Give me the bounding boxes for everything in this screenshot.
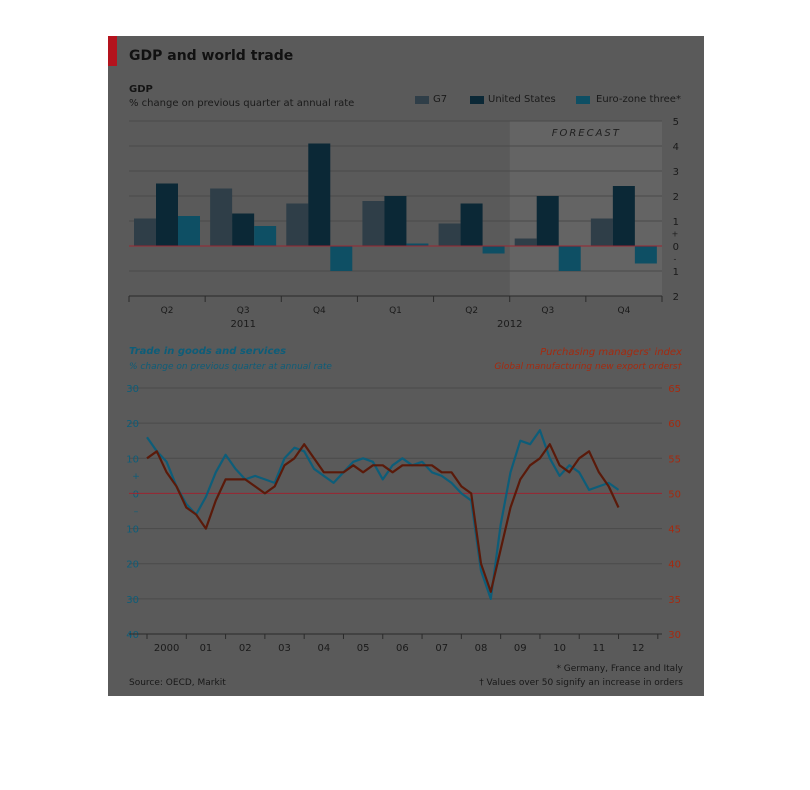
gdp-bar	[362, 201, 384, 246]
trade-ytick-label: 0	[132, 489, 139, 501]
pmi-ytick-label: 55	[668, 454, 681, 466]
trade-ytick-label: 20	[126, 559, 139, 571]
gdp-category-label: Q3	[236, 306, 250, 316]
gdp-bar	[210, 189, 232, 247]
gdp-year-label: 2011	[230, 319, 256, 330]
trade-x-label: 05	[356, 643, 370, 654]
pmi-chart-title: Purchasing managers' index	[540, 347, 682, 358]
gdp-bar	[559, 246, 581, 271]
gdp-year-label: 2012	[496, 319, 523, 330]
trade-x-label: 09	[513, 643, 527, 654]
page-title: GDP and world trade	[129, 48, 294, 64]
trade-x-label: 08	[474, 643, 488, 654]
gdp-category-label: Q2	[160, 306, 174, 316]
trade-ytick-label: 20	[126, 419, 139, 431]
forecast-region	[510, 121, 662, 296]
trade-line	[147, 430, 619, 599]
gdp-plus-sign: +	[671, 229, 679, 239]
legend-label-g7: G7	[433, 94, 448, 105]
gdp-bar	[384, 196, 406, 246]
gdp-bar	[591, 219, 613, 247]
pmi-line	[147, 444, 619, 592]
footnote-pmi: † Values over 50 signify an increase in orders	[479, 678, 683, 688]
gdp-category-label: Q1	[389, 306, 402, 316]
trade-x-label: 06	[396, 643, 409, 654]
trade-minus-sign: –	[133, 507, 139, 517]
trade-x-label: 01	[199, 643, 213, 654]
trade-chart-subtitle: % change on previous quarter at annual rate	[129, 362, 332, 372]
gdp-chart-title: GDP	[129, 84, 153, 95]
trade-x-label: 2000	[153, 643, 180, 654]
gdp-chart-subtitle: % change on previous quarter at annual rate	[129, 98, 355, 109]
pmi-ytick-label: 30	[668, 630, 681, 641]
gdp-bar	[308, 144, 330, 247]
gdp-bar	[232, 214, 254, 247]
gdp-ytick-label: 1	[672, 267, 679, 278]
source-note: Source: OECD, Markit	[129, 678, 226, 688]
gdp-bar	[461, 204, 483, 247]
pmi-chart-subtitle: Global manufacturing new export orders†	[494, 362, 682, 372]
trade-chart-title: Trade in goods and services	[129, 346, 287, 357]
gdp-ytick-label: 1	[672, 217, 679, 228]
legend-label-eurozone: Euro-zone three*	[596, 94, 681, 105]
gdp-category-label: Q4	[312, 306, 326, 316]
trade-x-label: 10	[553, 643, 566, 654]
gdp-bar	[156, 184, 178, 247]
gdp-category-label: Q3	[541, 306, 555, 316]
gdp-bar	[537, 196, 559, 246]
gdp-bar	[613, 186, 635, 246]
gdp-ytick-label: 4	[672, 142, 679, 153]
gdp-bar	[515, 239, 537, 247]
gdp-bar	[483, 246, 505, 254]
trade-ytick-label: 30	[126, 594, 139, 606]
trade-ytick-label: 10	[126, 454, 139, 466]
pmi-ytick-label: 50	[668, 489, 681, 501]
trade-x-label: 04	[317, 643, 331, 654]
trade-x-label: 03	[278, 643, 291, 654]
pmi-ytick-label: 45	[668, 524, 681, 536]
pmi-ytick-label: 60	[668, 419, 681, 431]
gdp-bar	[134, 219, 156, 247]
trade-ytick-label: 30	[126, 384, 139, 395]
trade-ytick-label: 40	[126, 630, 139, 641]
gdp-bar	[178, 216, 200, 246]
gdp-bar	[439, 224, 461, 247]
trade-x-label: 02	[238, 643, 252, 654]
gdp-ytick-label: 5	[672, 117, 679, 128]
forecast-label: FORECAST	[551, 128, 621, 139]
gdp-bar	[286, 204, 308, 247]
trade-x-label: 07	[435, 643, 449, 654]
trade-x-label: 11	[592, 643, 606, 654]
gdp-category-label: Q2	[465, 306, 479, 316]
gdp-bar	[330, 246, 352, 271]
pmi-ytick-label: 65	[668, 384, 681, 395]
gdp-bar	[635, 246, 657, 264]
pmi-ytick-label: 40	[668, 559, 681, 571]
gdp-ytick-label: 0	[672, 242, 679, 253]
trade-ytick-label: 10	[126, 524, 139, 536]
trade-plus-sign: +	[132, 471, 140, 482]
pmi-ytick-label: 35	[668, 594, 681, 606]
gdp-bar	[254, 226, 276, 246]
footnote-eurozone: * Germany, France and Italy	[556, 664, 683, 674]
gdp-category-label: Q4	[617, 306, 631, 316]
gdp-ytick-label: 3	[672, 167, 679, 178]
gdp-ytick-label: 2	[672, 192, 679, 203]
trade-x-label: 12	[631, 643, 645, 654]
legend-label-us: United States	[488, 94, 556, 105]
gdp-minus-sign: -	[673, 254, 677, 264]
gdp-ytick-label: 2	[672, 292, 679, 303]
